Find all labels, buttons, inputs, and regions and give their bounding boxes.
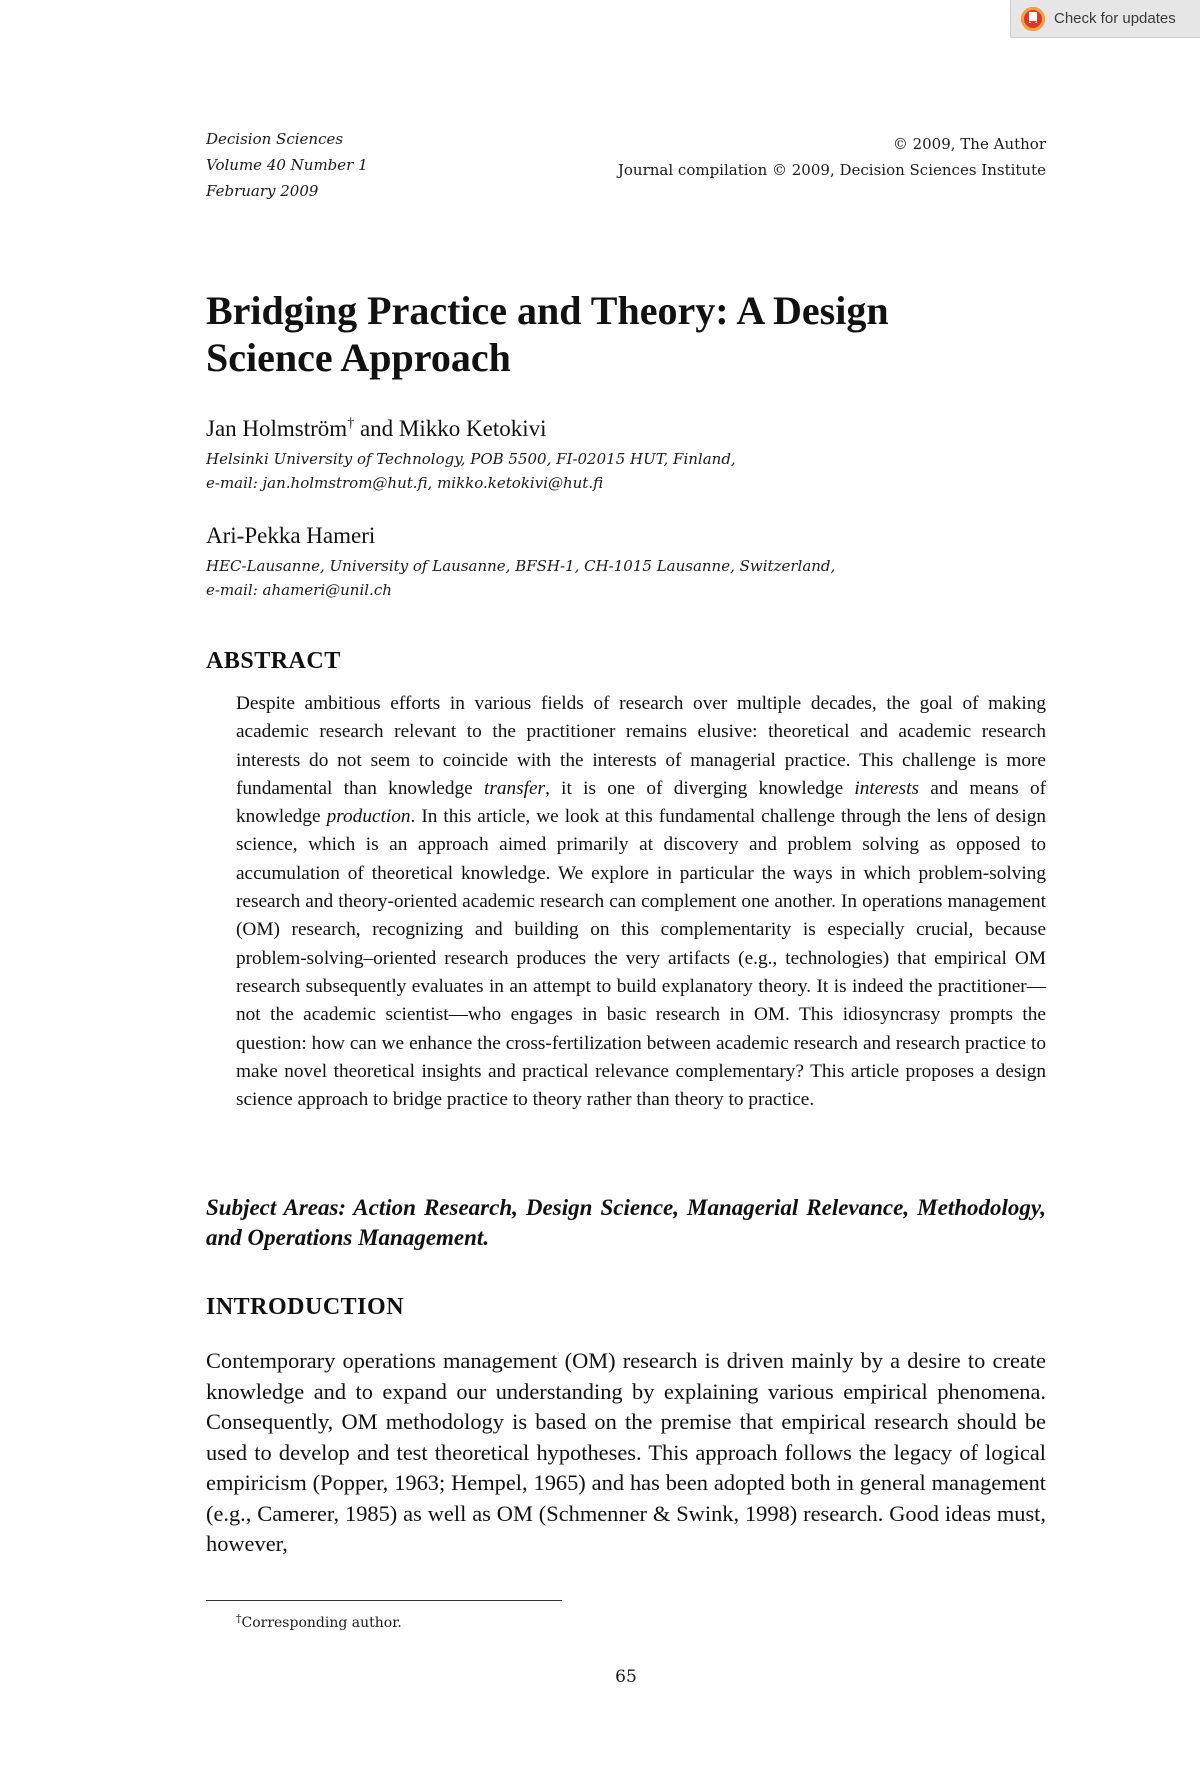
email-1: e-mail: jan.holmstrom@hut.fi, mikko.ketokivi@hut.fi bbox=[206, 474, 604, 492]
check-for-updates-label: Check for updates bbox=[1054, 10, 1176, 27]
footnote-text: Corresponding author. bbox=[241, 1615, 402, 1631]
compilation-line: Journal compilation © 2009, Decision Sciences Institute bbox=[617, 161, 1046, 179]
affiliation-1: Helsinki University of Technology, POB 5500, FI-02015 HUT, Finland, bbox=[206, 450, 736, 468]
email-2: e-mail: ahameri@unil.ch bbox=[206, 581, 392, 599]
bookmark-icon bbox=[1021, 7, 1045, 31]
abstract-emphasis: production bbox=[326, 806, 411, 828]
journal-info bbox=[206, 126, 368, 204]
article-title: Bridging Practice and Theory: A Design Science Approach bbox=[206, 288, 889, 380]
journal-date: February 2009 bbox=[206, 182, 319, 200]
journal-volume: Volume 40 Number 1 bbox=[206, 156, 368, 174]
copyright-info bbox=[618, 131, 1046, 183]
author-name-hameri: Ari-Pekka Hameri bbox=[206, 523, 376, 548]
introduction-text: Contemporary operations management (OM) research is driven mainly by a desire to create knowledge and to expand our understanding by explaining various empirical phenomena. Consequently, OM methodology is based on the premise that empirical research should be used to develop and test theoretical hypotheses. This approach follows the legacy of logical empiricism (Popper, 1963; Hempel, 1965) and has been adopted both in general management (e.g., Camerer, 1985) as well as OM (Schmenner & Swink, 1998) research. Good ideas must, however, bbox=[206, 1348, 1046, 1556]
abstract-emphasis: transfer bbox=[483, 777, 546, 799]
author-name-ketokivi: and Mikko Ketokivi bbox=[354, 416, 547, 441]
introduction-heading: INTRODUCTION bbox=[206, 1294, 405, 1320]
copyright-line: © 2009, The Author bbox=[892, 135, 1046, 153]
footnote bbox=[236, 1612, 402, 1631]
footnote-mark: † bbox=[236, 1612, 242, 1625]
abstract-text-part: and means of knowledge bbox=[236, 777, 1046, 828]
abstract-text bbox=[236, 690, 1046, 1114]
subject-areas: Subject Areas: Action Research, Design Science, Managerial Relevance, Methodology, and Operations Management. bbox=[206, 1195, 1046, 1250]
author-names-1 bbox=[206, 415, 547, 443]
affiliation-2: HEC-Lausanne, University of Lausanne, BFSH-1, CH-1015 Lausanne, Switzerland, bbox=[206, 557, 836, 575]
corresponding-author-mark: † bbox=[347, 416, 355, 431]
page-number: 65 bbox=[615, 1667, 637, 1687]
footnote-divider bbox=[206, 1600, 562, 1601]
abstract-text-part: , it is one of diverging knowledge bbox=[545, 777, 855, 799]
abstract-emphasis: interests bbox=[854, 777, 920, 799]
abstract-text-part: Despite ambitious efforts in various fields of research over multiple decades, the goal of making academic research relevant to the practitioner remains elusive: theoretical and academic research interests do not seem to coincide with the interests of managerial practice. This challenge is more fundamental than knowledge bbox=[236, 693, 1046, 799]
check-for-updates-button[interactable] bbox=[1010, 0, 1200, 38]
abstract-text-part: . In this article, we look at this fundamental challenge through the lens of design science, which is an approach aimed primarily at discovery and problem solving as opposed to accumulation of theoretical knowledge. We explore in particular the ways in which problem-solving research and theory-oriented academic research can complement one another. In operations management (OM) research, recognizing and building on this complementarity is especially crucial, because problem-solving–oriented research produces the very artifacts (e.g., technologies) that empirical OM research subsequently evaluates in an attempt to build explanatory theory. It is indeed the practitioner—not the academic scientist—who engages in basic research in OM. This idiosyncrasy prompts the question: how can we enhance the cross-fertilization between academic research and research practice to make novel theoretical insights and practical relevance complementary? This article proposes a design science approach to bridge practice to theory rather than theory to practice. bbox=[236, 806, 1047, 1111]
journal-name: Decision Sciences bbox=[206, 130, 344, 148]
author-name-holmstrom: Jan Holmström bbox=[206, 416, 348, 441]
abstract-heading: ABSTRACT bbox=[206, 648, 341, 674]
